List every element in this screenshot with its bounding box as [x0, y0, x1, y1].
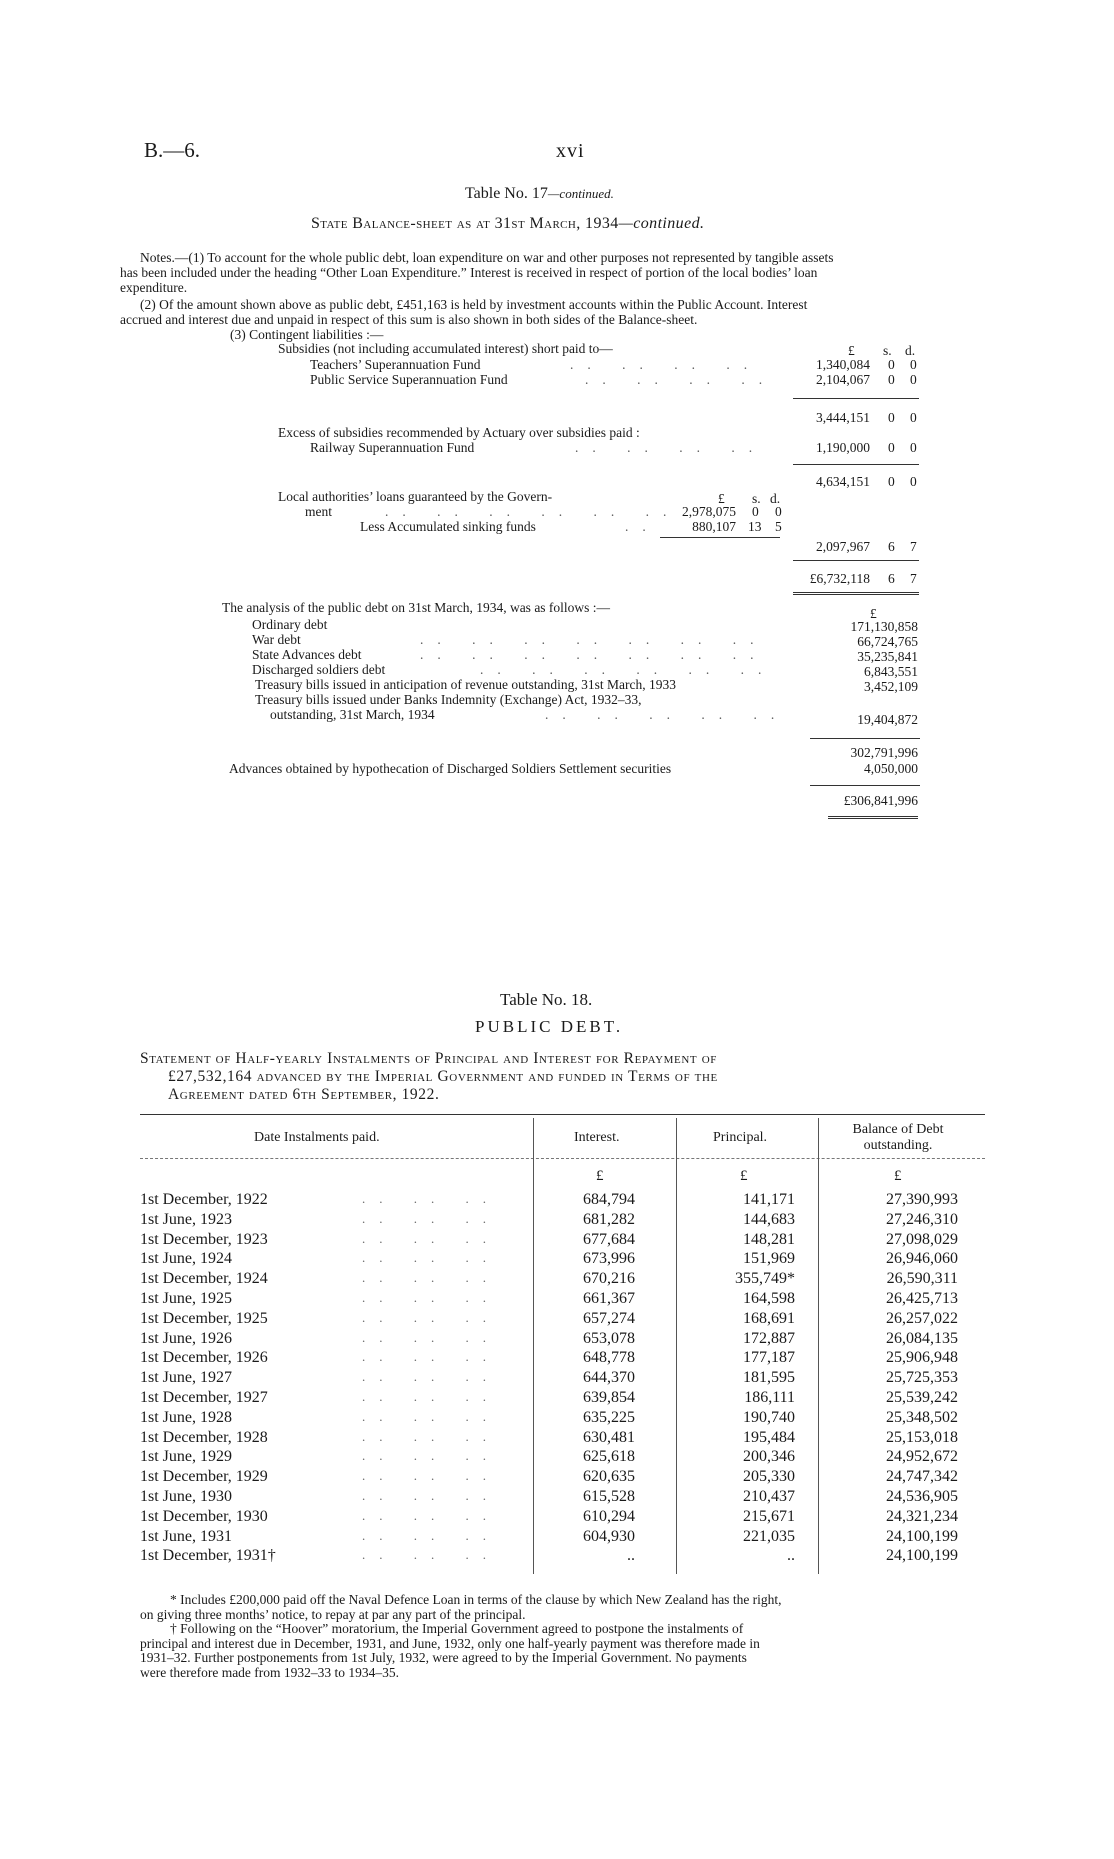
local-loans-s: 0 [752, 504, 759, 519]
subsidies-heading: Subsidies (not including accumulated interest) short paid to— [278, 341, 613, 356]
table-row [140, 1290, 980, 1310]
row-principal: 144,683 [743, 1210, 795, 1228]
row-date: 1st December, 1930 [140, 1507, 268, 1525]
footnote-1-line-b: on giving three months’ notice, to repay at par any part of the principal. [140, 1606, 526, 1622]
footnote-2-line-b: principal and interest due in December, 1931, and June, 1932, only one half-yearly payment was therefore made in [140, 1635, 760, 1651]
note-1-line-c: expenditure. [120, 280, 188, 295]
row-principal: 215,671 [743, 1507, 795, 1525]
table-row [140, 1468, 980, 1488]
subtotal2-d: 0 [910, 474, 917, 489]
table-row [140, 1310, 980, 1330]
analysis-label-ordinary: Ordinary debt [252, 617, 328, 632]
local-loans-d: 0 [775, 504, 782, 519]
sinking-funds-d: 5 [775, 519, 782, 534]
local-authorities-label-b: ment [305, 504, 332, 519]
document-reference: B.—6. [144, 138, 201, 162]
subtotal2-pounds: 4,634,151 [816, 474, 870, 489]
table-row [140, 1389, 980, 1409]
row-date: 1st June, 1929 [140, 1448, 232, 1466]
table18-title: Table No. 18. [500, 990, 593, 1009]
table-row [140, 1231, 980, 1251]
analysis-value-war: 66,724,765 [857, 634, 918, 649]
teachers-fund-label: Teachers’ Superannuation Fund [310, 357, 481, 372]
row-interest: 681,282 [583, 1210, 635, 1228]
analysis-value-state-advances: 35,235,841 [857, 649, 918, 664]
total-rule [793, 560, 919, 561]
row-principal: 195,484 [743, 1428, 795, 1446]
footnotes [140, 1593, 990, 1680]
net-local-pounds: 2,097,967 [816, 539, 870, 554]
leader-dots: .. .. .. .. [575, 440, 767, 455]
row-interest: 639,854 [583, 1389, 635, 1406]
leader-dots: .. .. .. [362, 1527, 500, 1543]
leader-dots: .. .. .. [362, 1507, 500, 1523]
row-principal: 190,740 [743, 1408, 795, 1426]
table17-subtitle-suffix: —continued. [618, 215, 705, 232]
col-pound-header: £ [848, 343, 855, 358]
row-date: 1st December, 1923 [140, 1230, 268, 1248]
advances-label: Advances obtained by hypothecation of Discharged Soldiers Settlement securities [229, 761, 672, 776]
row-principal: 205,330 [743, 1468, 795, 1486]
leader-dots: .. .. .. [362, 1369, 500, 1385]
col-shilling-header: s. [883, 343, 892, 358]
net-local-d: 7 [910, 539, 917, 554]
table-row [140, 1191, 980, 1211]
row-principal: 221,035 [743, 1527, 795, 1545]
table-row [140, 1330, 980, 1350]
row-interest: 653,078 [583, 1329, 635, 1347]
leader-dots: .. .. .. [362, 1349, 500, 1365]
row-interest: 620,635 [583, 1468, 635, 1486]
row-principal: 164,598 [743, 1290, 795, 1307]
note-2-line-a: (2) Of the amount shown above as public debt, £451,163 is held by investment accounts within the Public Account. Interest [140, 297, 808, 312]
statement-line-b: £27,532,164 advanced by the Imperial Government and funded in Terms of the [168, 1068, 718, 1085]
row-date: 1st December, 1924 [140, 1270, 268, 1288]
table17-subtitle-text: State Balance-sheet as at 31st March, 1934 [311, 215, 619, 232]
table-row [140, 1211, 980, 1231]
header-balance-line-a: Balance of Debt [852, 1122, 944, 1137]
page-number: xvi [556, 140, 585, 162]
header-balance [818, 1122, 978, 1154]
subtotal-rule [793, 398, 919, 399]
table-row [140, 1508, 980, 1528]
row-interest: 673,996 [583, 1250, 635, 1268]
teachers-fund-s: 0 [888, 357, 895, 372]
statement-line-a: Statement of Half-yearly Instalments of Principal and Interest for Repayment of [140, 1050, 717, 1067]
row-interest: 635,225 [583, 1408, 635, 1426]
row-interest: 661,367 [583, 1290, 635, 1307]
leader-dots: .. .. .. [362, 1389, 500, 1404]
leader-dots: .. .. .. .. .. .. .. [420, 647, 768, 662]
advances-value: 4,050,000 [864, 761, 918, 776]
table-row [140, 1448, 980, 1468]
row-date: 1st December, 1928 [140, 1428, 268, 1446]
sinking-funds-label: Less Accumulated sinking funds [360, 519, 536, 534]
table-row [140, 1369, 980, 1389]
note-1-line-b: has been included under the heading “Other Loan Expenditure.” Interest is received in respect of portion of the local bodies’ loan [120, 265, 818, 280]
treasury-banks-label-b: outstanding, 31st March, 1934 [270, 707, 435, 722]
sinking-funds-s: 13 [748, 519, 762, 534]
analysis-value-treasury-revenue: 3,452,109 [864, 679, 918, 694]
row-principal: 210,437 [743, 1488, 795, 1505]
row-balance: 26,084,135 [886, 1329, 958, 1347]
header-balance-line-b: outstanding. [863, 1138, 933, 1153]
analysis-value-ordinary: 171,130,858 [850, 619, 918, 634]
row-balance: 26,257,022 [886, 1309, 958, 1327]
table18-subtitle: PUBLIC DEBT. [475, 1017, 624, 1036]
contingent-total-d: 7 [910, 571, 917, 586]
leader-dots: .. .. .. .. .. .. .. [420, 632, 768, 647]
row-principal: 200,346 [743, 1448, 795, 1466]
table18-statement [140, 1050, 985, 1104]
row-balance: 26,590,311 [886, 1270, 958, 1288]
subtotal1-pounds: 3,444,151 [816, 410, 870, 425]
notes-block [120, 250, 1050, 342]
footnote-1-line-a: * Includes £200,000 paid off the Naval Defence Loan in terms of the clause by which New Zealand has the right, [170, 1592, 782, 1607]
leader-dots: .. .. .. [362, 1250, 500, 1266]
currency-principal: £ [740, 1168, 748, 1184]
row-date: 1st June, 1923 [140, 1210, 232, 1228]
row-interest: 615,528 [583, 1488, 635, 1505]
header-principal: Principal. [713, 1130, 768, 1145]
treasury-banks-label-a: Treasury bills issued under Banks Indemnity (Exchange) Act, 1932–33, [255, 692, 642, 707]
row-interest: .. [627, 1547, 635, 1565]
footnote-2-line-a: † Following on the “Hoover” moratorium, the Imperial Government agreed to postpone the instalments of [170, 1621, 744, 1636]
note-1-line-a: Notes.—(1) To account for the whole public debt, loan expenditure on war and other purposes not represented by tangible assets [140, 250, 834, 265]
leader-dots: .. .. .. .. [570, 357, 762, 372]
row-date: 1st June, 1924 [140, 1250, 232, 1268]
table-row [140, 1270, 980, 1290]
table-row [140, 1349, 980, 1369]
teachers-fund-pounds: 1,340,084 [816, 357, 870, 372]
leader-dots: .. .. .. [362, 1309, 500, 1325]
row-balance: 25,348,502 [886, 1408, 958, 1426]
row-balance: 25,906,948 [886, 1349, 958, 1367]
row-date: 1st December, 1922 [140, 1191, 268, 1208]
row-balance: 24,536,905 [886, 1488, 958, 1505]
row-date: 1st December, 1931† [140, 1547, 276, 1565]
row-balance: 25,153,018 [886, 1428, 958, 1446]
railway-fund-d: 0 [910, 440, 917, 455]
row-interest: 604,930 [583, 1527, 635, 1545]
row-balance: 24,100,199 [886, 1527, 958, 1545]
leader-dots: .. .. .. [362, 1191, 500, 1206]
leader-dots: .. .. .. [362, 1270, 500, 1286]
row-date: 1st June, 1931 [140, 1527, 232, 1545]
analysis-col-pound: £ [870, 606, 877, 621]
footnote-2-line-d: were therefore made from 1932–33 to 1934–35. [140, 1664, 400, 1680]
leader-dots: .. .. .. .. .. .. [480, 662, 776, 677]
sinking-funds-pounds: 880,107 [692, 519, 736, 534]
analysis-label-discharged: Discharged soldiers debt [252, 662, 386, 677]
row-date: 1st June, 1928 [140, 1408, 232, 1426]
excess-label: Excess of subsidies recommended by Actuary over subsidies paid : [278, 425, 640, 440]
analysis-total-rule [810, 785, 920, 786]
statement-line-c: Agreement dated 6th September, 1922. [168, 1086, 440, 1103]
row-principal: 181,595 [743, 1369, 795, 1387]
table17-title-text: Table No. 17 [465, 185, 548, 202]
row-interest: 625,618 [583, 1448, 635, 1466]
leader-dots: .. [625, 519, 660, 534]
row-date: 1st June, 1930 [140, 1488, 232, 1505]
leader-dots: .. .. .. [362, 1468, 500, 1484]
row-interest: 644,370 [583, 1369, 635, 1387]
row-date: 1st June, 1927 [140, 1369, 232, 1387]
table17-title-suffix: —continued. [547, 186, 614, 201]
header-date: Date Instalments paid. [254, 1130, 380, 1145]
row-balance: 27,246,310 [886, 1210, 958, 1228]
row-balance: 25,725,353 [886, 1369, 958, 1387]
table-row [140, 1488, 980, 1508]
row-balance: 26,425,713 [886, 1290, 958, 1307]
currency-interest: £ [596, 1168, 604, 1184]
leader-dots: .. .. .. [362, 1547, 500, 1563]
row-principal: 177,187 [743, 1349, 795, 1367]
local-col-d: d. [770, 491, 781, 506]
analysis-value-discharged: 6,843,551 [864, 664, 918, 679]
col-pence-header: d. [905, 343, 916, 358]
leader-dots: .. .. .. [362, 1488, 500, 1503]
currency-balance: £ [894, 1168, 902, 1184]
table-row [140, 1409, 980, 1429]
row-interest: 670,216 [583, 1270, 635, 1288]
table-row [140, 1528, 980, 1548]
table17-subtitle [311, 215, 704, 233]
note-3: (3) Contingent liabilities :— [230, 327, 384, 342]
row-balance: 24,747,342 [886, 1468, 958, 1486]
row-balance: 27,390,993 [886, 1191, 958, 1208]
row-principal: 172,887 [743, 1329, 795, 1347]
row-principal: 355,749* [735, 1270, 795, 1288]
railway-fund-pounds: 1,190,000 [816, 440, 870, 455]
contingent-total-pounds: £6,732,118 [809, 571, 870, 586]
row-interest: 657,274 [583, 1309, 635, 1327]
sinking-rule [660, 537, 780, 538]
row-balance: 26,946,060 [886, 1250, 958, 1268]
subtotal2-s: 0 [888, 474, 895, 489]
row-balance: 24,952,672 [886, 1448, 958, 1466]
row-balance: 25,539,242 [886, 1389, 958, 1406]
total-double-rule [793, 592, 919, 595]
analysis-heading: The analysis of the public debt on 31st March, 1934, was as follows :— [222, 600, 611, 615]
table18-top-rule [140, 1114, 985, 1115]
analysis-label-state-advances: State Advances debt [252, 647, 362, 662]
local-col-s: s. [752, 491, 761, 506]
leader-dots: .. .. .. .. .. [545, 707, 789, 722]
note-2-line-b: accrued and interest due and unpaid in respect of this sum is also shown in both sides of the Balance-sheet. [120, 312, 698, 327]
analysis-subtotal: 302,791,996 [850, 745, 918, 760]
table18-header-rule [140, 1158, 985, 1159]
row-balance: 24,100,199 [886, 1547, 958, 1565]
leader-dots: .. .. .. [362, 1428, 500, 1444]
row-principal: 186,111 [744, 1389, 795, 1406]
row-interest: 610,294 [583, 1507, 635, 1525]
row-interest: 630,481 [583, 1428, 635, 1446]
header-interest: Interest. [574, 1130, 620, 1145]
contingent-total-s: 6 [888, 571, 895, 586]
local-authorities-label-a: Local authorities’ loans guaranteed by the Govern- [278, 489, 553, 504]
treasury-banks-value: 19,404,872 [857, 712, 918, 727]
net-local-s: 6 [888, 539, 895, 554]
public-service-fund-label: Public Service Superannuation Fund [310, 372, 508, 387]
table17-title [465, 185, 614, 203]
leader-dots: .. .. .. [362, 1329, 500, 1345]
subtotal-rule [793, 464, 919, 465]
leader-dots: .. .. .. .. [585, 372, 777, 387]
row-balance: 24,321,234 [886, 1507, 958, 1525]
local-col-pound: £ [718, 491, 725, 506]
leader-dots: .. .. .. [362, 1290, 500, 1305]
leader-dots: .. .. .. [362, 1448, 500, 1464]
analysis-label-treasury-revenue: Treasury bills issued in anticipation of revenue outstanding, 31st March, 1933 [255, 677, 676, 692]
row-principal: 148,281 [743, 1230, 795, 1248]
teachers-fund-d: 0 [910, 357, 917, 372]
row-interest: 648,778 [583, 1349, 635, 1367]
row-date: 1st December, 1927 [140, 1389, 268, 1406]
railway-fund-s: 0 [888, 440, 895, 455]
row-interest: 677,684 [583, 1230, 635, 1248]
row-principal: 141,171 [743, 1191, 795, 1208]
public-service-fund-d: 0 [910, 372, 917, 387]
table-row [140, 1547, 980, 1567]
row-date: 1st December, 1925 [140, 1309, 268, 1327]
public-service-fund-s: 0 [888, 372, 895, 387]
analysis-total: £306,841,996 [843, 793, 918, 808]
leader-dots: .. .. .. [362, 1408, 500, 1424]
row-date: 1st June, 1926 [140, 1329, 232, 1347]
subtotal1-d: 0 [910, 410, 917, 425]
leader-dots: .. .. .. .. .. .. [385, 504, 681, 519]
leader-dots: .. .. .. [362, 1230, 500, 1246]
row-date: 1st June, 1925 [140, 1290, 232, 1307]
row-principal: 151,969 [743, 1250, 795, 1268]
row-principal: .. [787, 1547, 795, 1565]
analysis-total-double-rule [828, 816, 918, 819]
public-service-fund-pounds: 2,104,067 [816, 372, 870, 387]
row-date: 1st December, 1929 [140, 1468, 268, 1486]
subtotal1-s: 0 [888, 410, 895, 425]
row-interest: 684,794 [583, 1191, 635, 1208]
row-date: 1st December, 1926 [140, 1349, 268, 1367]
table-row [140, 1429, 980, 1449]
leader-dots: .. .. .. [362, 1210, 500, 1226]
row-principal: 168,691 [743, 1309, 795, 1327]
row-balance: 27,098,029 [886, 1230, 958, 1248]
footnote-2-line-c: 1931–32. Further postponements from 1st July, 1932, were agreed to by the Imperial Government. No payments [140, 1650, 747, 1665]
analysis-subtotal-rule [810, 738, 920, 739]
table-row [140, 1250, 980, 1270]
analysis-label-war: War debt [252, 632, 301, 647]
railway-fund-label: Railway Superannuation Fund [310, 440, 475, 455]
local-loans-pounds: 2,978,075 [682, 504, 736, 519]
